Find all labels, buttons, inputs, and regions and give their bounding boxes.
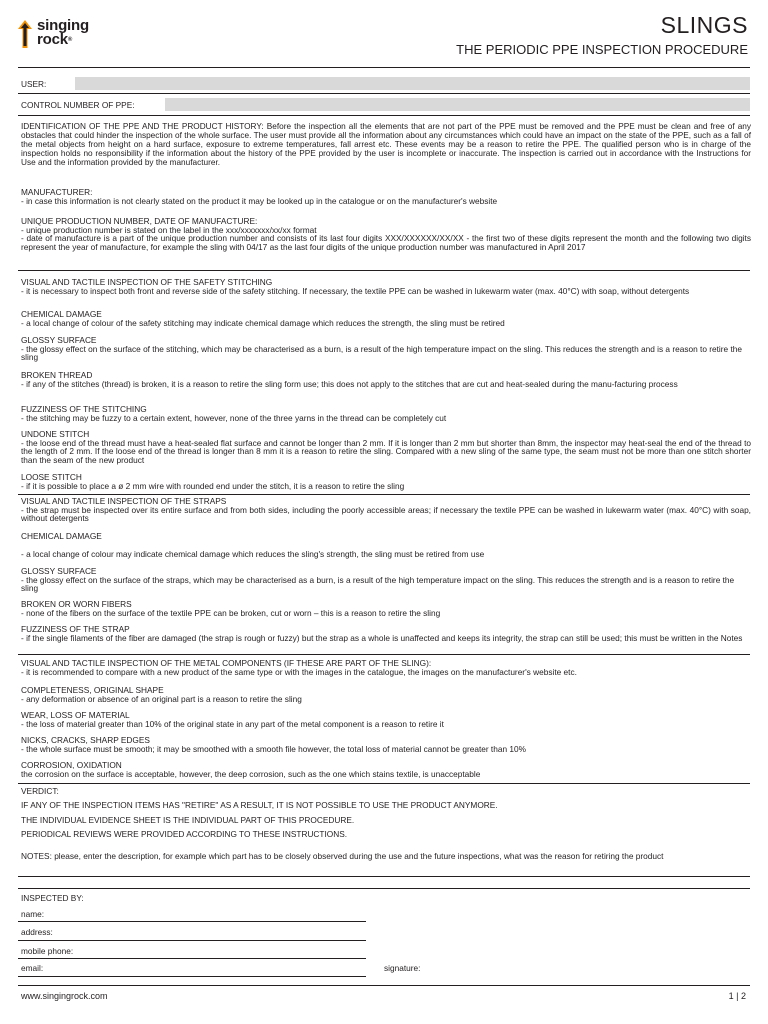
strap-item-heading: GLOSSY SURFACE [21,566,97,576]
stitch-item [21,405,751,422]
name-label: name: [21,909,45,919]
production-heading: UNIQUE PRODUCTION NUMBER, DATE OF MANUFACTURE: [21,216,258,226]
strap-item-text: - if the single filaments of the fiber are damaged (the strap is rough or fuzzy) but the strap as a whole is unaffected and keeps its integrity, the strap can still be used; this must be written in the Notes [21,632,743,643]
stitching-intro: - it is necessary to inspect both front and reverse side of the safety stitching. If necessary, the textile PPE can be washed in lukewarm water (max. 40°C) with soap, without detergents [21,285,690,296]
metal-item-text: - the whole surface must be smooth; it may be smoothed with a smooth file however, the total loss of material cannot be greater than 10% [21,743,526,754]
email-label: email: [21,963,44,973]
verdict-line-1: IF ANY OF THE INSPECTION ITEMS HAS "RETIRE" AS A RESULT, IT IS NOT POSSIBLE TO USE THE PRODUCT ANYMORE. [21,800,498,810]
name-field[interactable] [18,921,366,922]
stitch-item [21,336,751,362]
brand-logo [18,17,128,50]
control-number-label: CONTROL NUMBER OF PPE: [21,100,135,110]
address-field[interactable] [18,940,366,941]
control-number-field[interactable] [165,98,750,111]
stitch-item-text: - the glossy effect on the surface of the stitching, which may be characterised as a burn, is a result of the high temperature impact on the sling. This reduces the strength and is a reason to retire the sling [21,343,742,362]
straps-chem-text: - a local change of colour may indicate chemical damage which reduces the sling's strength, the sling must be retired from use [21,549,485,559]
production-section [21,217,751,252]
metal-item-heading: CORROSION, OXIDATION [21,760,122,770]
manufacturer-heading: MANUFACTURER: [21,187,93,197]
document-subtitle: THE PERIODIC PPE INSPECTION PROCEDURE [456,42,748,57]
stitch-item-text: - a local change of colour of the safety stitching may indicate chemical damage which reduces the strength, the sling must be retired [21,317,505,328]
production-line-2: - date of manufacture is a part of the unique production number and consists of its last four digits XXX/XXXXXX/XX/XX - the first two of these digits represent the month and the following two digits represent the year of manufacture, for example the sling with 04/17 as the last four digits of the unique production number was manufactured in April 2017 [21,233,751,253]
stitch-item [21,371,751,388]
email-field[interactable] [18,976,366,977]
stitch-item-heading: CHEMICAL DAMAGE [21,309,102,319]
inspected-heading: INSPECTED BY: [21,893,84,903]
manufacturer-text: - in case this information is not clearly stated on the product it may be looked up in the catalogue or on the manufacturer's website [21,196,498,207]
phone-field[interactable] [18,958,366,959]
straps-chem-heading: CHEMICAL DAMAGE [21,531,102,541]
divider [18,783,750,784]
stitch-item-text: - the stitching may be fuzzy to a certain extent, however, none of the three yarns in the thread can be completely cut [21,412,447,423]
strap-item [21,600,751,617]
stitch-item-heading: FUZZINESS OF THE STITCHING [21,404,147,414]
notes-line[interactable] [18,876,750,877]
strap-item [21,567,751,593]
signature-label: signature: [384,963,421,973]
verdict-notes: NOTES: please, enter the description, for example which part has to be closely observed during the use and the future inspections, what was the reason for retiring the product [21,851,664,861]
brand-wordmark [37,19,89,47]
metal-item-heading: COMPLETENESS, ORIGINAL SHAPE [21,685,164,695]
divider [18,93,750,94]
header-divider [18,67,750,68]
strap-item [21,625,751,642]
stitch-item [21,430,751,464]
metal-heading: VISUAL AND TACTILE INSPECTION OF THE METAL COMPONENTS (IF THESE ARE PART OF THE SLING): [21,658,432,668]
brand-registered: ® [67,37,73,43]
metal-item [21,736,751,753]
metal-item [21,761,751,778]
stitch-item-text: - if it is possible to place a ø 2 mm wire with rounded end under the stitch, it is a reason to retire the sling [21,480,405,491]
document-title: SLINGS [660,12,748,38]
metal-item-heading: NICKS, CRACKS, SHARP EDGES [21,735,150,745]
verdict-line-2: THE INDIVIDUAL EVIDENCE SHEET IS THE INDIVIDUAL PART OF THIS PROCEDURE. [21,815,355,825]
strap-item-text: - none of the fibers on the surface of the textile PPE can be broken, cut or worn – this is a reason to retire the sling [21,607,441,618]
stitch-item-heading: UNDONE STITCH [21,429,90,439]
address-label: address: [21,927,53,937]
production-line-1: - unique production number is stated on the label in the xxx/xxxxxxx/xx/xx format [21,224,317,235]
metal-intro: - it is recommended to compare with a new product of the same type or with the images in the catalogue, the images on the manufacturer's website etc. [21,666,577,677]
straps-intro: - the strap must be inspected over its entire surface and from both sides, including the poorly accessible areas; if necessary the textile PPE can be washed in lukewarm water (max. 40°C) with soap, without detergents [21,504,751,524]
divider [18,494,750,495]
verdict-heading: VERDICT: [21,786,59,796]
footer-divider [18,985,750,986]
strap-item-text: - the glossy effect on the surface of the straps, which may be characterised as a burn, is a result of the high temperature impact on the sling. This reduces the strength and is a reason to retire the sling [21,574,735,593]
metal-item [21,711,751,728]
strap-item-heading: BROKEN OR WORN FIBERS [21,599,132,609]
stitch-item-heading: LOOSE STITCH [21,472,82,482]
stitch-item-text: - the loose end of the thread must have a heat-sealed flat surface and cannot be longer than 2 mm. If it is longer than 2 mm but shorter than 8mm, the inspector may heat-seal the end of the thread to the length of 2 mm. If the loose end of the thread is longer than 8 mm it is a reason to retire the sling. Compared with a new sling of the same type, the seam must not be more than one stitch shorter than the seam of the new product [21,437,751,465]
metal-item-text: - any deformation or absence of an original part is a reason to retire the sling [21,693,302,704]
stitch-item-text: - if any of the stitches (thread) is broken, it is a reason to retire the sling form use; this does not apply to the stitches that are cut and heat-sealed during the manu-facturing process [21,378,678,389]
footer-website[interactable]: www.singingrock.com [21,991,108,1001]
stitch-item [21,473,751,490]
divider [18,270,750,271]
stitch-item [21,310,751,327]
stitching-section [21,278,751,295]
metal-item-heading: WEAR, LOSS OF MATERIAL [21,710,130,720]
metal-item-text: the corrosion on the surface is acceptable, however, the deep corrosion, such as the one which stains textile, is unacceptable [21,768,481,779]
straps-heading: VISUAL AND TACTILE INSPECTION OF THE STRAPS [21,496,227,506]
signature-field[interactable] [430,976,750,977]
arrow-logo-icon [18,20,32,48]
stitch-item-heading: GLOSSY SURFACE [21,335,97,345]
divider [18,654,750,655]
straps-section [21,497,751,523]
user-field[interactable] [75,77,750,90]
user-label: USER: [21,79,47,89]
strap-item-heading: FUZZINESS OF THE STRAP [21,624,130,634]
divider [18,115,750,116]
notes-line[interactable] [18,888,750,889]
brand-line-1: singing [37,17,89,34]
manufacturer-section [21,188,751,207]
stitch-item-heading: BROKEN THREAD [21,370,93,380]
stitching-heading: VISUAL AND TACTILE INSPECTION OF THE SAFETY STITCHING [21,277,273,287]
phone-label: mobile phone: [21,946,74,956]
metal-item [21,686,751,703]
metal-section [21,659,751,676]
identification-paragraph: IDENTIFICATION OF THE PPE AND THE PRODUCT HISTORY: Before the inspection all the elements that are not part of the PPE must be removed and the PPE must be clean and free of any obstacles that could hinder the inspection of the whole surface. The user must provide all the information about any circumstances which could have an impact on the state of the PPE, such as a fall of the metal objects from height on a hard surface, exposure to extreme temperatures, fall arrest etc. These events may be a reason to retire the PPE. The qualified person who is in charge of the inspection holds no responsibility if the information about the history of the PPE provided by the user is incomplete or inaccurate. The inspection is carried out in accordance with the Instructions for Use and the information provided by the manufacturer. [21,122,751,167]
page-number: 1 | 2 [728,991,746,1001]
metal-item-text: - the loss of material greater than 10% of the original state in any part of the metal component is a reason to retire it [21,718,444,729]
verdict-line-3: PERIODICAL REVIEWS WERE PROVIDED ACCORDING TO THESE INSTRUCTIONS. [21,829,348,839]
brand-line-2: rock [37,31,68,48]
